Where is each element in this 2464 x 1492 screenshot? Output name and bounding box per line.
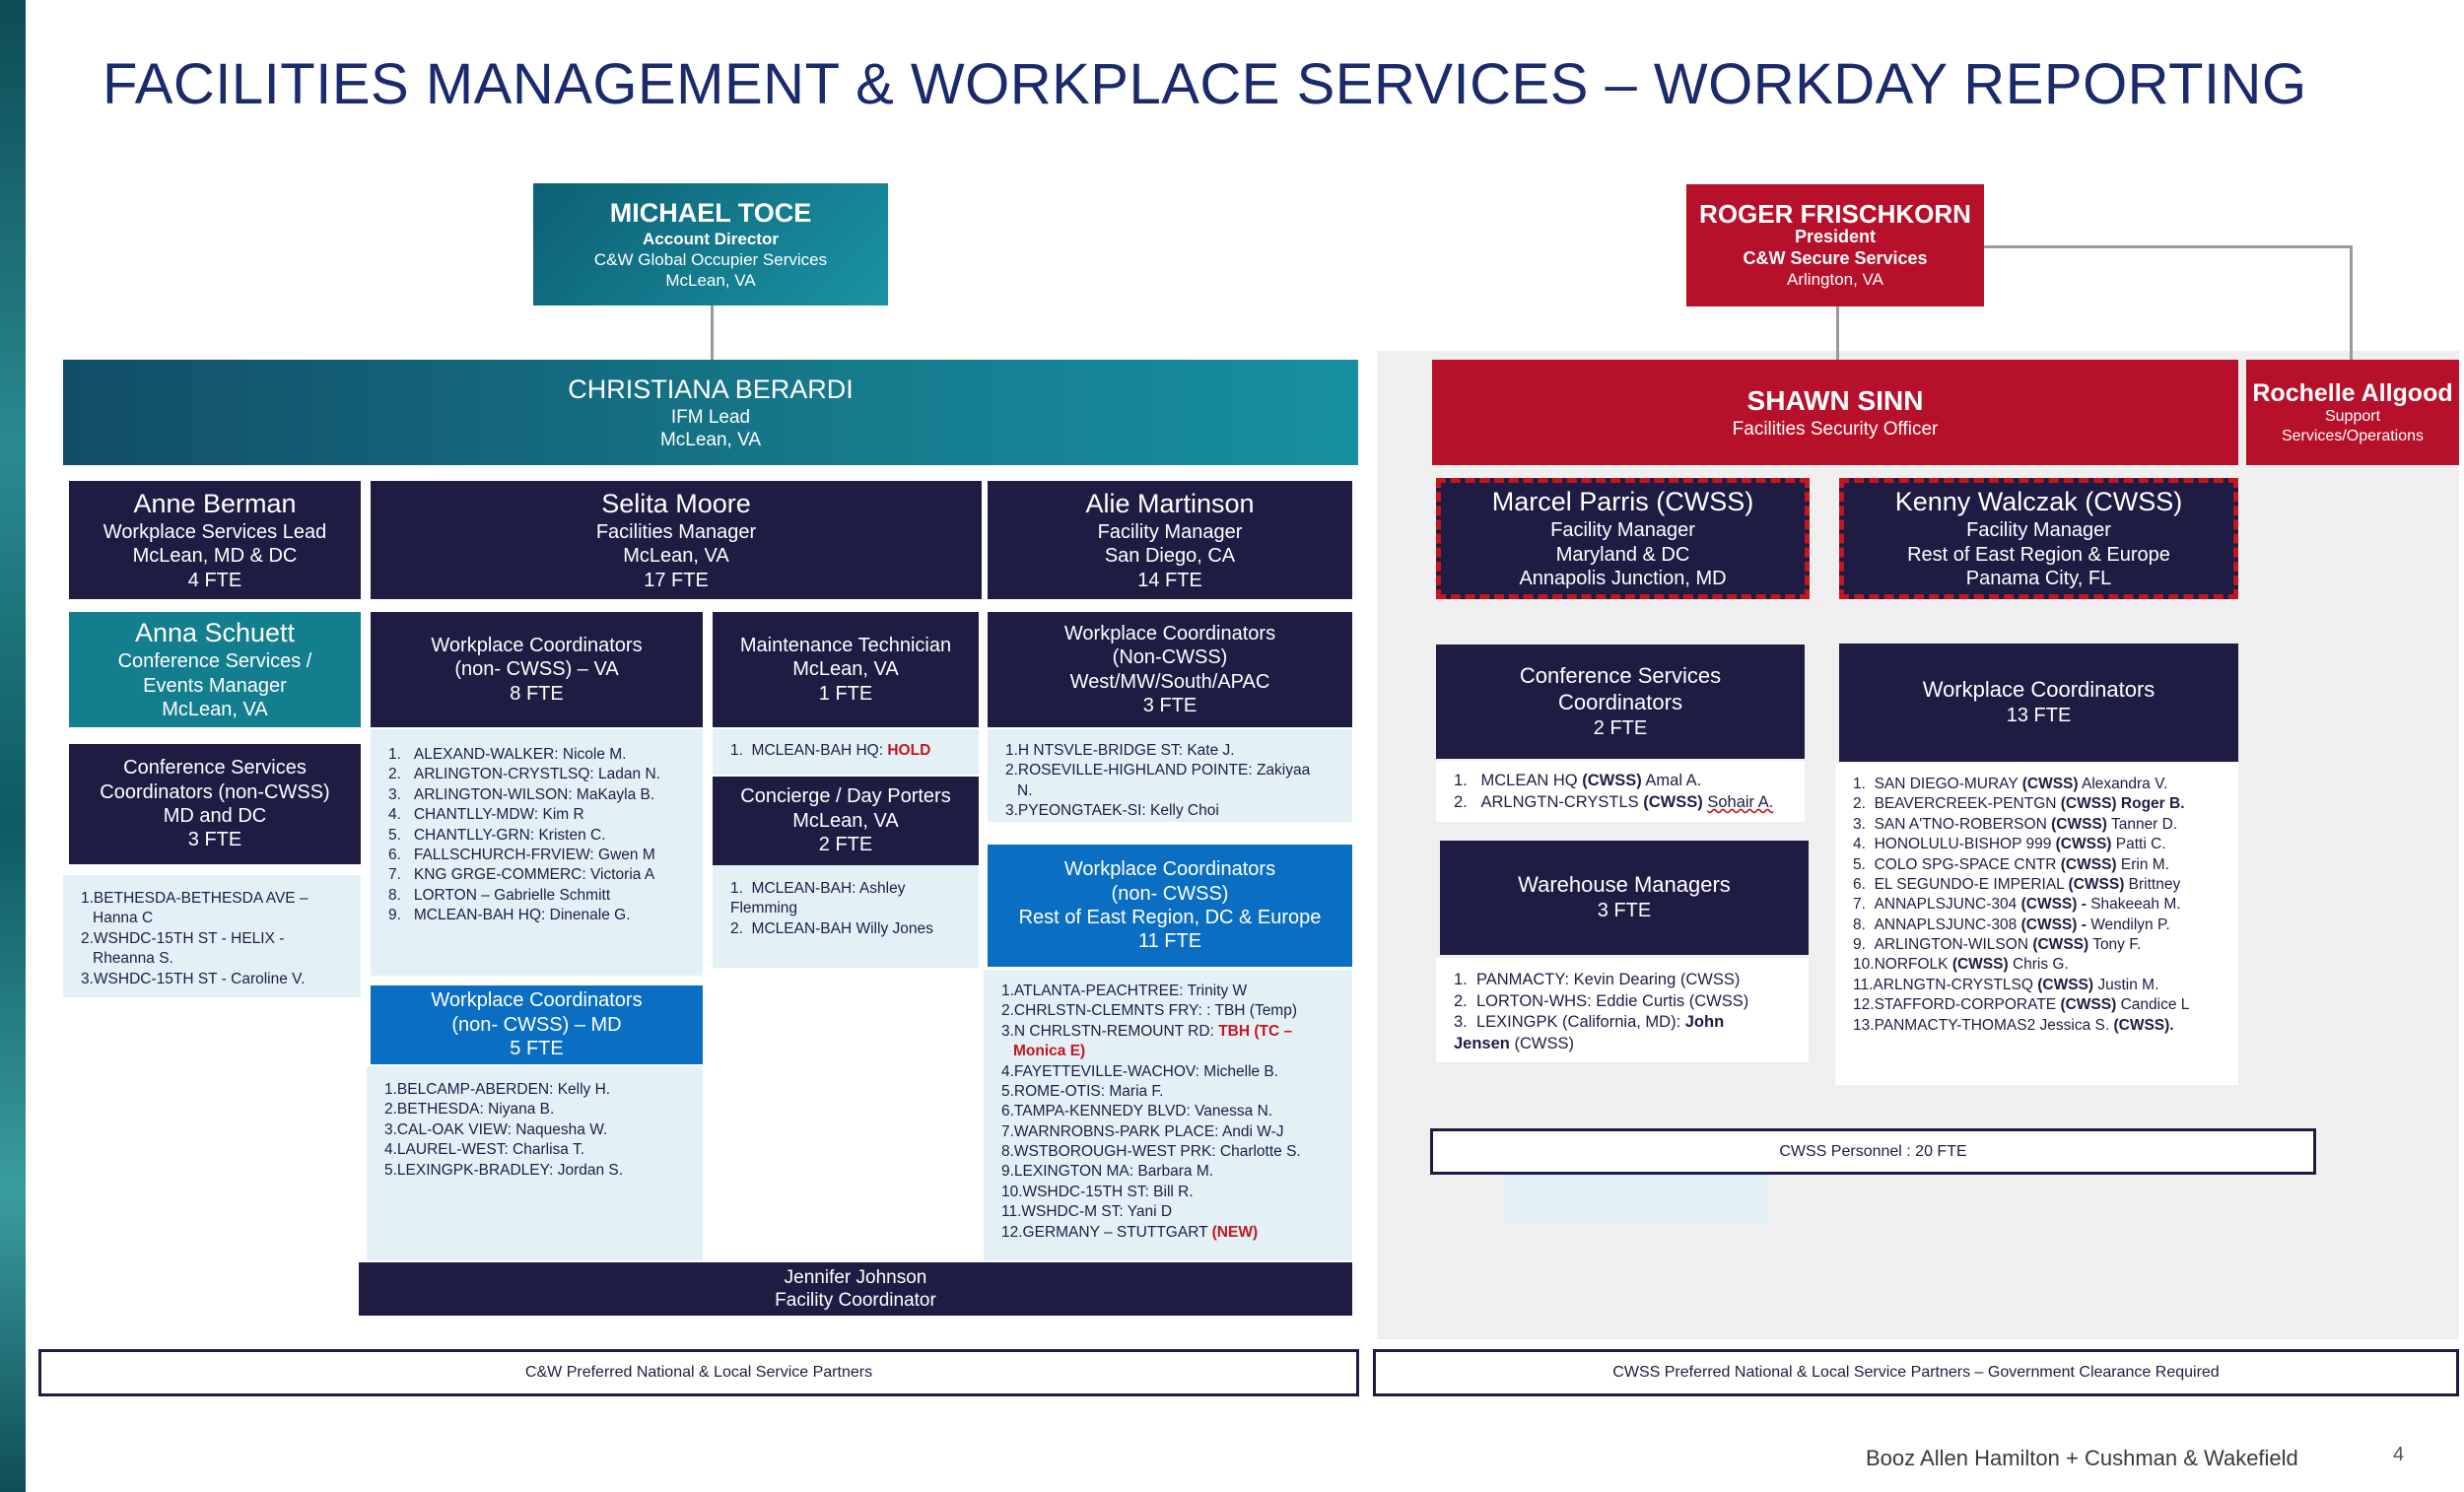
list-item: 6. EL SEGUNDO-E IMPERIAL (CWSS) Brittney [1853,875,2181,893]
wc-va-list [371,729,703,976]
list-item: 6. FALLSCHURCH-FRVIEW: Gwen M [388,846,655,863]
conf-coordinators-noncwss-card [69,744,361,864]
concierge-list [713,865,979,968]
wc-md-list [367,1066,703,1260]
list-item: 3. SAN A'TNO-ROBERSON (CWSS) Tanner D. [1853,815,2178,833]
roger-frischkorn-location: Arlington, VA [1787,269,1883,289]
list-item: 2.ROSEVILLE-HIGHLAND POINTE: Zakiyaa [1005,762,1311,780]
footer-partners-left: C&W Preferred National & Local Service Partners [38,1349,1359,1396]
wc-east-line3: Rest of East Region, DC & Europe [1018,907,1322,928]
wc-east-list [984,970,1352,1260]
concierge-card [713,777,979,865]
new-badge: (NEW) [1211,1223,1259,1241]
rochelle-allgood-card [2246,360,2459,465]
list-item: 2.CHRLSTN-CLEMNTS FRY: : TBH (Temp) [1001,1002,1298,1020]
list-item: 11.ARLNGTN-CRYSTLSQ (CWSS) Justin M. [1853,976,2159,993]
list-item: 3. ARLINGTON-WILSON: MaKayla B. [388,785,655,803]
list-item: 9.LEXINGTON MA: Barbara M. [1001,1163,1214,1181]
list-item: 1.ATLANTA-PEACHTREE: Trinity W [1001,983,1248,999]
anne-berman-name: Anne Berman [133,488,297,518]
anne-berman-location: McLean, MD & DC [132,545,298,568]
list-item: 2.BETHESDA: Niyana B. [384,1101,555,1119]
rochelle-allgood-role: Support Services/Operations [2281,408,2425,444]
warehouse-line1: Warehouse Managers [1518,872,1731,898]
wc-east-line1: Workplace Coordinators [1063,858,1276,881]
michael-toce-card [533,183,888,305]
list-item: 5. COLO SPG-SPACE CNTR (CWSS) Erin M. [1853,855,2169,873]
list-item: 11.WSHDC-M ST: Yani D [1001,1203,1173,1221]
roger-frischkorn-card [1686,184,1984,306]
wc-west-line3: West/MW/South/APAC [1069,670,1270,693]
list-item: 5.LEXINGPK-BRADLEY: Jordan S. [384,1161,624,1179]
list-item: 1.BELCAMP-ABERDEN: Kelly H. [384,1081,611,1098]
michael-toce-role: Account Director [643,230,779,249]
marcel-parris-region: Maryland & DC [1555,543,1690,566]
list-item: 4.FAYETTEVILLE-WACHOV: Michelle B. [1001,1062,1279,1080]
list-item: 3. LEXINGPK (California, MD): John [1454,1013,1725,1032]
maintenance-line2: McLean, VA [792,658,899,681]
anna-schuett-role-line2: Events Manager [143,674,287,697]
conf-noncwss-line1: Conference Services [123,757,307,780]
conf-noncwss-list [63,875,361,997]
list-item: 1. SAN DIEGO-MURAY (CWSS) Alexandra V. [1853,776,2168,792]
alie-martinson-location: San Diego, CA [1104,545,1236,568]
list-item: 1.BETHESDA-BETHESDA AVE – [81,890,308,907]
conf-cwss-line1: Conference Services [1519,662,1722,688]
conf-noncwss-fte: 3 FTE [187,829,242,851]
anna-schuett-role-line1: Conference Services / [117,650,312,673]
list-item: 7. ANNAPLSJUNC-304 (CWSS) - Shakeeah M. [1853,896,2181,914]
connector-frischkorn-allgood-h [1984,245,2353,248]
list-item: 1. MCLEAN-BAH: Ashley [730,880,906,897]
marcel-parris-role: Facility Manager [1550,519,1695,542]
cwss-personnel-total: CWSS Personnel : 20 FTE [1430,1128,2316,1175]
conf-noncwss-line2: Coordinators (non-CWSS) [100,780,330,803]
list-item: 8. ANNAPLSJUNC-308 (CWSS) - Wendilyn P. [1853,916,2170,933]
roger-frischkorn-role: President [1794,226,1877,246]
wc-va-card [371,612,703,727]
footer-partners-right: CWSS Preferred National & Local Service Partners – Government Clearance Required [1373,1349,2459,1396]
michael-toce-org: C&W Global Occupier Services [593,250,828,270]
kenny-walczak-region: Rest of East Region & Europe [1907,543,2170,566]
rochelle-allgood-name: Rochelle Allgood [2252,378,2453,407]
selita-moore-card [371,481,982,599]
list-item: 4.LAUREL-WEST: Charlisa T. [384,1141,584,1159]
wc-md-card [371,985,703,1064]
christiana-berardi-name: CHRISTIANA BERARDI [568,373,854,404]
kenny-walczak-location: Panama City, FL [1965,568,2112,590]
marcel-parris-location: Annapolis Junction, MD [1519,568,1727,590]
list-item: 5. CHANTLLY-GRN: Kristen C. [388,826,606,844]
list-item: 6.TAMPA-KENNEDY BLVD: Vanessa N. [1001,1103,1273,1120]
conf-coordinators-cwss-card [1436,644,1805,759]
shawn-sinn-role: Facilities Security Officer [1732,418,1939,440]
alie-martinson-card [988,481,1352,599]
warehouse-managers-card [1440,841,1809,955]
wc-va-line2: (non- CWSS) – VA [454,658,619,681]
concierge-line2: McLean, VA [792,809,899,832]
list-item: 3.CAL-OAK VIEW: Naquesha W. [384,1120,608,1138]
warehouse-list [1436,958,1809,1062]
page-number: 4 [2393,1444,2405,1465]
selita-moore-location: McLean, VA [623,545,729,568]
list-item: 10.NORFOLK (CWSS) Chris G. [1853,956,2069,974]
christiana-berardi-location: McLean, VA [659,429,762,450]
conf-cwss-fte: 2 FTE [1593,716,1648,739]
wc-va-fte: 8 FTE [510,682,564,705]
decorative-side-strip [0,0,26,1492]
list-item: 5.ROME-OTIS: Maria F. [1001,1082,1164,1100]
kenny-walczak-card [1839,478,2238,599]
connector-frischkorn-sinn [1836,305,1839,361]
list-item: 9. ARLINGTON-WILSON (CWSS) Tony F. [1853,936,2142,953]
page-title: FACILITIES MANAGEMENT & WORKPLACE SERVICES – WORKDAY REPORTING [103,52,2307,116]
kenny-walczak-role: Facility Manager [1966,519,2111,542]
list-item: 1. PANMACTY: Kevin Dearing (CWSS) [1454,971,1741,988]
maintenance-fte: 1 FTE [818,682,873,705]
wc-md-line1: Workplace Coordinators [431,989,643,1012]
anne-berman-role: Workplace Services Lead [103,520,327,543]
christiana-berardi-role: IFM Lead [670,406,751,428]
wc-east-line2: (non- CWSS) [1111,882,1229,905]
shawn-sinn-card [1432,360,2238,465]
list-item: 2. LORTON-WHS: Eddie Curtis (CWSS) [1454,991,1749,1010]
hold-status: HOLD [887,742,931,759]
roger-frischkorn-name: ROGER FRISCHKORN [1699,198,1971,229]
jennifer-johnson-role: Facility Coordinator [775,1290,936,1311]
credit-line: Booz Allen Hamilton + Cushman & Wakefield [1866,1446,2298,1470]
concierge-line1: Concierge / Day Porters [740,785,951,808]
wc-west-line1: Workplace Coordinators [1063,622,1276,644]
selita-moore-role: Facilities Manager [595,520,757,543]
list-item: 3.PYEONGTAEK-SI: Kelly Choi [1005,802,1219,820]
list-item: 2.WSHDC-15TH ST - HELIX - [81,929,285,947]
list-item: Hanna C [93,910,154,927]
list-item: N. [1017,781,1033,799]
jennifer-johnson-name: Jennifer Johnson [784,1266,927,1288]
list-item: 3.WSHDC-15TH ST - Caroline V. [81,970,306,987]
list-item: 8. LORTON – Gabrielle Schmitt [388,886,611,904]
conf-noncwss-line3: MD and DC [163,805,267,827]
wc-east-fte: 11 FTE [1137,930,1202,953]
list-item: Monica E) [1013,1043,1086,1060]
list-item: 3.N CHRLSTN-REMOUNT RD: TBH (TC – [1001,1022,1293,1040]
conf-cwss-list [1436,761,1805,822]
wc-west-card [988,612,1352,727]
list-item: Rheanna S. [93,950,173,968]
alie-martinson-role: Facility Manager [1097,520,1243,543]
list-item: 9. MCLEAN-BAH HQ: Dinenale G. [388,907,631,923]
selita-moore-fte: 17 FTE [644,569,709,591]
wc-cwss-card [1839,644,2238,762]
marcel-parris-name: Marcel Parris (CWSS) [1491,487,1754,517]
anna-schuett-name: Anna Schuett [134,618,296,648]
roger-frischkorn-org: C&W Secure Services [1743,247,1928,268]
anna-schuett-location: McLean, VA [162,699,268,721]
list-item: 2. BEAVERCREEK-PENTGN (CWSS) Roger B. [1853,795,2185,813]
list-item: 12.GERMANY – STUTTGART (NEW) [1001,1223,1259,1241]
list-item: 4. HONOLULU-BISHOP 999 (CWSS) Patti C. [1853,836,2166,853]
list-item: 12.STAFFORD-CORPORATE (CWSS) Candice L [1853,996,2190,1014]
wc-md-fte: 5 FTE [510,1038,564,1060]
list-item: 13.PANMACTY-THOMAS2 Jessica S. (CWSS). [1853,1016,2174,1034]
wc-cwss-line1: Workplace Coordinators [1922,677,2156,703]
wc-east-card [988,845,1352,967]
anna-schuett-card [69,612,361,727]
list-item: 1.H NTSVLE-BRIDGE ST: Kate J. [1005,742,1235,759]
wc-va-line1: Workplace Coordinators [431,634,643,656]
michael-toce-location: McLean, VA [665,270,756,290]
shawn-sinn-name: SHAWN SINN [1746,384,1924,416]
list-item: 10.WSHDC-15TH ST: Bill R. [1001,1183,1194,1200]
list-item: Jensen (CWSS) [1454,1034,1574,1052]
marcel-parris-card [1436,478,1810,599]
list-item: 2. ARLINGTON-CRYSTLSQ: Ladan N. [388,766,660,783]
list-item: 1. MCLEAN-BAH HQ: HOLD [730,742,931,759]
concierge-fte: 2 FTE [818,834,873,856]
wc-cwss-fte: 13 FTE [2006,705,2072,727]
maintenance-list [713,729,979,775]
list-item: 1. MCLEAN HQ (CWSS) Amal A. [1454,772,1702,789]
wc-west-list [988,729,1352,822]
jennifer-johnson-card [359,1262,1352,1316]
christiana-berardi-card [63,360,1358,465]
connector-frischkorn-allgood-v [2350,245,2353,362]
conf-cwss-line2: Coordinators [1558,689,1682,714]
warehouse-fte: 3 FTE [1597,900,1652,922]
selita-moore-name: Selita Moore [601,488,751,518]
michael-toce-name: MICHAEL TOCE [609,198,812,229]
wc-west-fte: 3 FTE [1142,694,1198,716]
list-item: 7. KNG GRGE-COMMERC: Victoria A [388,866,655,884]
list-item: 4. CHANTLLY-MDW: Kim R [388,806,584,824]
wc-west-line2: (Non-CWSS) [1112,646,1228,669]
list-item: 1. ALEXAND-WALKER: Nicole M. [388,746,627,763]
anne-berman-fte: 4 FTE [187,569,242,591]
alie-martinson-fte: 14 FTE [1137,569,1202,591]
alie-martinson-name: Alie Martinson [1085,488,1255,518]
list-item: 2. MCLEAN-BAH Willy Jones [730,919,933,937]
connector-toce-berardi [711,305,714,361]
kenny-walczak-name: Kenny Walczak (CWSS) [1894,487,2183,517]
maintenance-line1: Maintenance Technician [739,634,952,656]
list-item: 7.WARNROBNS-PARK PLACE: Andi W-J [1001,1122,1284,1140]
list-item: 2. ARLNGTN-CRYSTLS (CWSS) Sohair A. [1454,792,1774,811]
wc-cwss-list [1835,763,2238,1085]
list-item: 8.WSTBOROUGH-WEST PRK: Charlotte S. [1001,1143,1301,1160]
decorative-pale-block [1502,1175,1768,1224]
maintenance-technician-card [713,612,979,727]
wc-md-line2: (non- CWSS) – MD [451,1013,622,1036]
anne-berman-card [69,481,361,599]
list-item: Flemming [730,900,798,917]
